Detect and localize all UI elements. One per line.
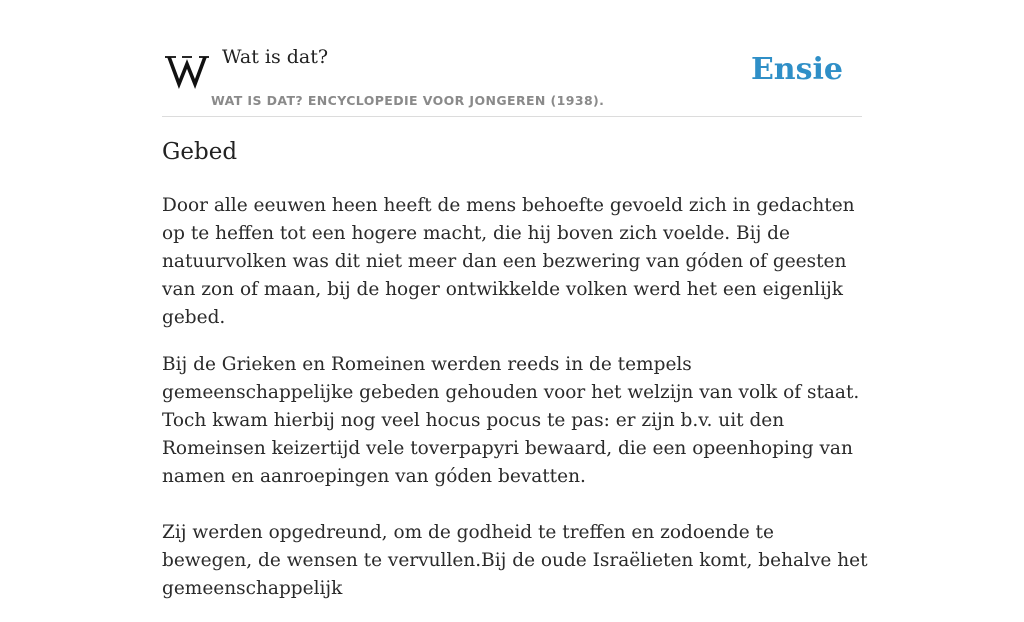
article-title: Gebed bbox=[162, 139, 238, 165]
article-body bbox=[162, 192, 868, 622]
header bbox=[162, 40, 862, 117]
wikipedia-w-icon[interactable] bbox=[165, 52, 209, 88]
book-title[interactable]: Wat is dat? bbox=[222, 46, 329, 68]
paragraph: Door alle eeuwen heen heeft de mens behoefte gevoeld zich in gedachten op te heffen tot een hogere macht, die hij boven zich voelde. Bij de natuurvolken was dit niet meer dan een bezwering van góden of geesten van zon of maan, bij de hoger ontwikkelde volken werd het een eigenlijk gebed. bbox=[162, 195, 855, 328]
paragraph: Zij werden opgedreund, om de godheid te treffen en zodoende te bewegen, de wensen te vervullen.Bij de oude Israëlieten komt, behalve het gemeenschappelijk bbox=[162, 522, 868, 599]
paragraph: Bij de Grieken en Romeinen werden reeds in de tempels gemeenschappelijke gebeden gehouden voor het welzijn van volk of staat. Toch kwam hierbij nog veel hocus pocus te pas: er zijn b.v. uit den Romeinsen keizertijd vele toverpapyri bewaard, die een opeenhoping van namen en aanroepingen van góden bevatten. bbox=[162, 354, 860, 487]
book-subtitle: WAT IS DAT? ENCYCLOPEDIE VOOR JONGEREN (1938). bbox=[211, 93, 605, 108]
brand-logo-link[interactable]: Ensie bbox=[750, 52, 843, 87]
